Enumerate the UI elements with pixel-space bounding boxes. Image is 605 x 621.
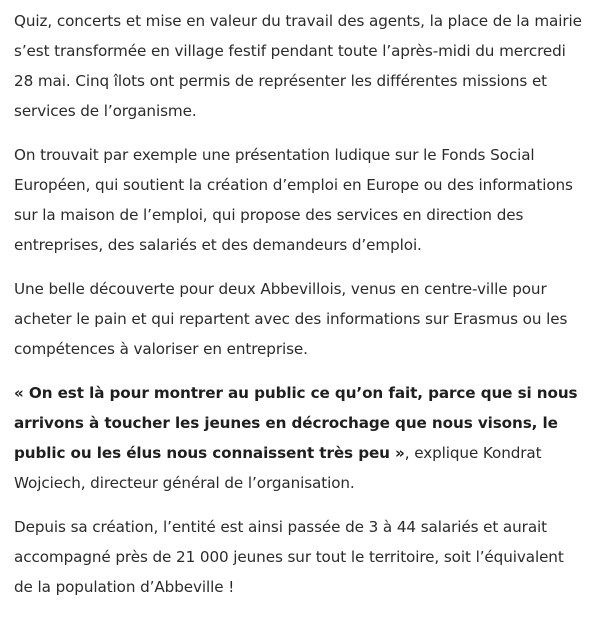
paragraph-1-text: Quiz, concerts et mise en valeur du travail des agents, la place de la mairie s’est transformée en village festif pendant toute l’après-midi du mercredi 28 mai. Cinq îlots ont permis de représenter les différentes missions et services de l’organisme. <box>14 12 582 120</box>
paragraph-3 <box>14 274 587 364</box>
quote-bold: « On est là pour montrer au public ce qu’on fait, parce que si nous arrivons à toucher les jeunes en décrochage que nous visons, le public ou les élus nous connaissent très peu » <box>14 384 578 462</box>
paragraph-3-text: Une belle découverte pour deux Abbevillois, venus en centre-ville pour acheter le pain et qui repartent avec des informations sur Erasmus ou les compétences à valoriser en entreprise. <box>14 280 568 358</box>
paragraph-2-text: On trouvait par exemple une présentation ludique sur le Fonds Social Européen, qui soutient la création d’emploi en Europe ou des informations sur la maison de l’emploi, qui propose des services en direction des entreprises, des salariés et des demandeurs d’emploi. <box>14 146 573 254</box>
paragraph-5 <box>14 512 587 602</box>
paragraph-2 <box>14 140 587 260</box>
paragraph-4-text: , explique Kondrat Wojciech, directeur général de l’organisation. <box>14 444 542 492</box>
paragraph-5-text: Depuis sa création, l’entité est ainsi passée de 3 à 44 salariés et aurait accompagné près de 21 000 jeunes sur tout le territoire, soit l’équivalent de la population d’Abbeville ! <box>14 518 564 596</box>
paragraph-1 <box>14 6 587 126</box>
paragraph-4 <box>14 378 587 498</box>
